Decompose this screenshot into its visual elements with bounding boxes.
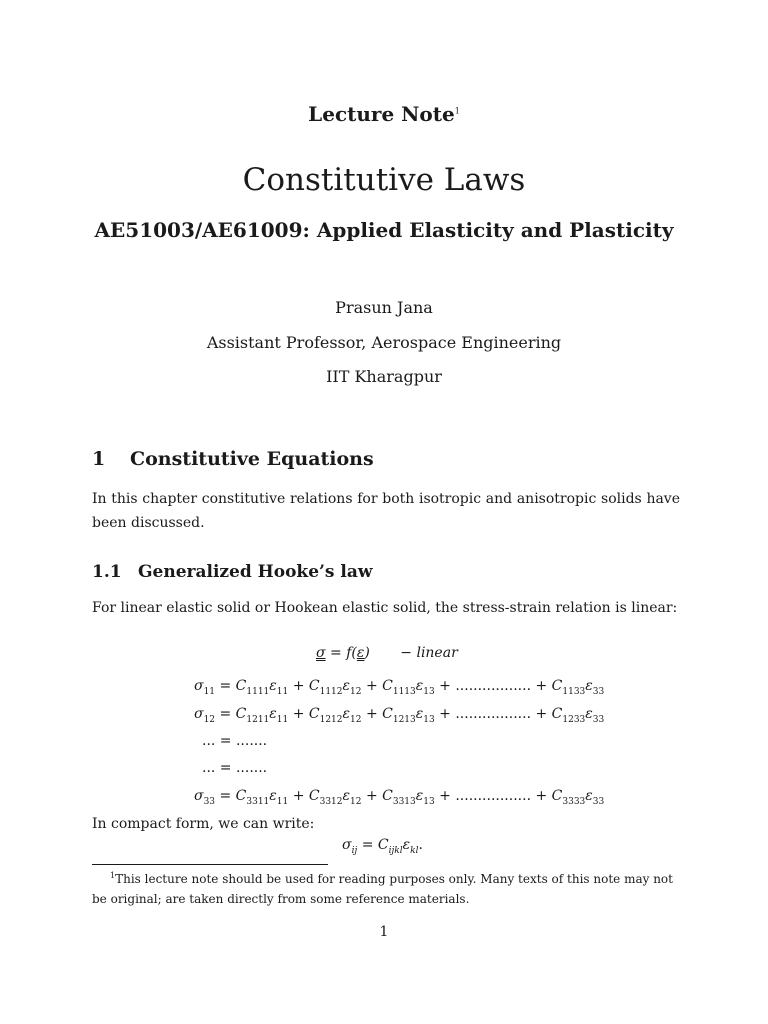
ellipsis-dots: ................. (455, 706, 532, 722)
section-number: 1 (92, 448, 106, 470)
compact-form-intro: In compact form, we can write: (92, 816, 315, 832)
equation-sigma-12: $\sigma_{12} = C_{1211}\varepsilon_{11} + C_{1212}\varepsilon_{12} + C_{1213}\varepsilon_{13}$ + ................. + $C_{1233}\varepsilon_{33}$ (194, 706, 605, 725)
equation-ellipsis-row: ... = ....... (202, 760, 268, 776)
footnote-mark: 1 (454, 106, 460, 116)
subsection-heading (92, 562, 373, 582)
footnote-marker: 1 (110, 871, 116, 880)
section-title: Constitutive Equations (130, 448, 374, 470)
subsection-number: 1.1 (92, 562, 122, 582)
equation-ellipsis-row: ... = ....... (202, 733, 268, 749)
section-intro-paragraph: In this chapter constitutive relations for both isotropic and anisotropic solids have been discussed. (92, 491, 680, 531)
section-heading (92, 448, 374, 470)
page-number: 1 (379, 924, 389, 940)
ellipsis-dots: ................. (455, 678, 532, 694)
lecture-note-heading: Lecture Note$^1$ (308, 102, 460, 126)
page-title: Constitutive Laws (242, 162, 526, 198)
footnote-text: This lecture note should be used for reading purposes only. Many texts of this note may not be original; are taken directly from some reference materials. (92, 872, 673, 906)
equation-sigma-11: $\sigma_{11} = C_{1111}\varepsilon_{11} + C_{1112}\varepsilon_{12} + C_{1113}\varepsilon_{13}$ + ................. + $C_{1133}\varepsilon_{33}$ (194, 678, 605, 697)
equation-sigma-33: $\sigma_{33} = C_{3311}\varepsilon_{11} + C_{3312}\varepsilon_{12} + C_{3313}\varepsilon_{13}$ + ................. + $C_{3333}\varepsilon_{33}$ (194, 788, 605, 807)
author-name: Prasun Jana (335, 298, 433, 317)
subsection-intro-paragraph: For linear elastic solid or Hookean elastic solid, the stress-strain relation is linear: (92, 600, 678, 616)
author-position: Assistant Professor, Aerospace Engineering (206, 333, 562, 352)
course-subtitle: AE51003/AE61009: Applied Elasticity and Plasticity (94, 218, 674, 242)
author-institution: IIT Kharagpur (326, 367, 442, 386)
footnote-rule (92, 864, 328, 865)
subsection-title: Generalized Hooke’s law (138, 562, 373, 582)
compact-equation: $\sigma_{ij} = C_{ijkl}\varepsilon_{kl}$. (342, 837, 423, 856)
linear-label: − linear (400, 645, 458, 661)
ellipsis-dots: ................. (455, 788, 532, 804)
footnote (92, 866, 680, 909)
linear-relation-equation: σ = f(ε) − linear (316, 645, 458, 661)
